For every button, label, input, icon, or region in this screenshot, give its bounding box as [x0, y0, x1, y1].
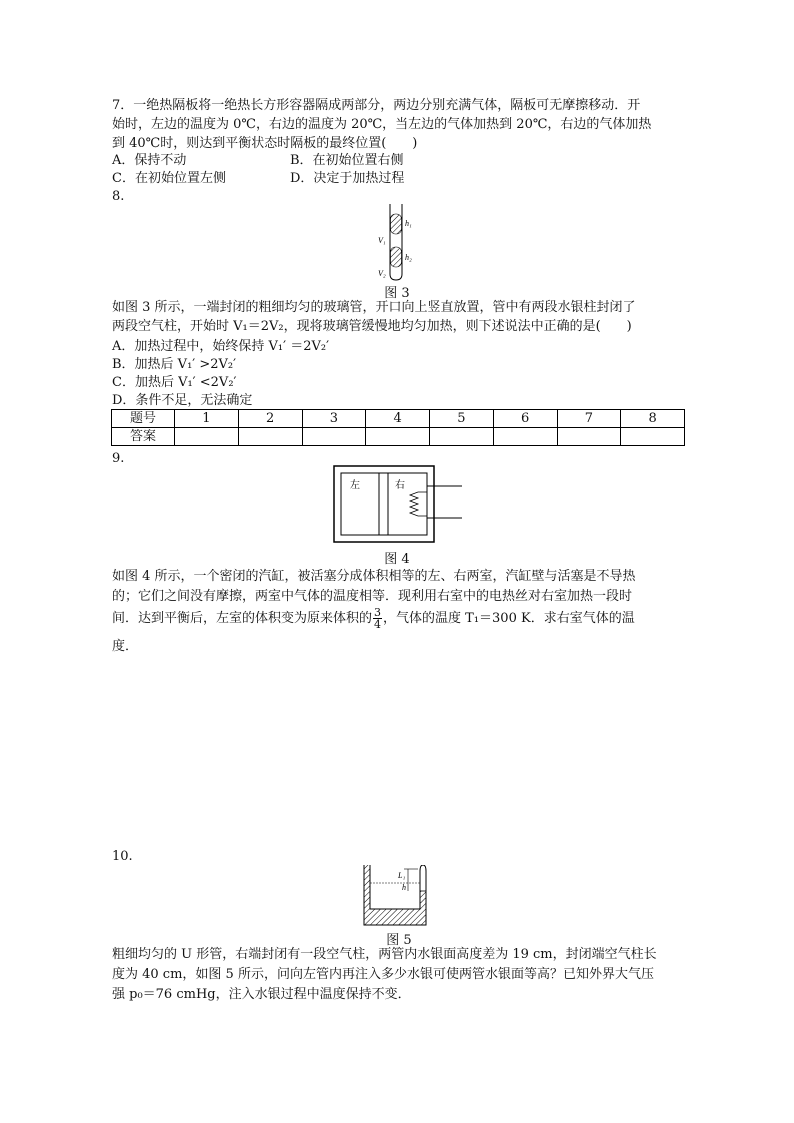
q10-line3: 强 p₀＝76 cmHg，注入水银过程中温度保持不变． — [112, 987, 411, 1002]
fig3-caption: 图 3 — [384, 286, 410, 301]
answer-cell[interactable] — [302, 428, 366, 446]
fig5-caption: 图 5 — [386, 933, 412, 948]
q9-line3-text-end: ，气体的温度 T₁＝300 K．求右室气体的温 — [383, 611, 635, 626]
fig5-h-label: h — [402, 883, 406, 892]
glass-tube-figure — [372, 202, 422, 282]
q9-line3 — [112, 606, 635, 632]
q7-option-b: B．在初始位置右侧 — [290, 153, 404, 168]
cylinder-figure — [332, 464, 464, 544]
q7-option-d: D．决定于加热过程 — [290, 171, 405, 186]
table-cell: 5 — [430, 410, 494, 428]
table-cell: 1 — [175, 410, 239, 428]
table-cell: 3 — [302, 410, 366, 428]
table-row — [112, 428, 685, 446]
q10-number: 10. — [112, 849, 133, 864]
answer-cell[interactable] — [175, 428, 239, 446]
table-cell: 6 — [493, 410, 557, 428]
q7-option-a: A．保持不动 — [112, 153, 187, 168]
answer-cell[interactable] — [557, 428, 621, 446]
table-cell: 2 — [238, 410, 302, 428]
q8-option-a: A．加热过程中，始终保持 V₁′ ＝2V₂′ — [112, 339, 330, 354]
q8-line2: 两段空气柱，开始时 V₁＝2V₂，现将玻璃管缓慢地均匀加热，则下述说法中正确的是( ) — [112, 319, 632, 334]
q9-line2: 的；它们之间没有摩擦，两室中气体的温度相等．现利用右室中的电热丝对右室加热一段时 — [112, 589, 633, 604]
q7-line2: 始时，左边的温度为 0℃，右边的温度为 20℃，当左边的气体加热到 20℃，右边的气体加热 — [112, 117, 652, 132]
q8-line1: 如图 3 所示，一端封闭的粗细均匀的玻璃管，开口向上竖直放置，管中有两段水银柱封闭了 — [112, 300, 636, 315]
answer-cell[interactable] — [430, 428, 494, 446]
answer-cell[interactable] — [621, 428, 685, 446]
q9-number: 9. — [112, 451, 125, 466]
u-tube-figure — [362, 865, 434, 929]
q9-line4: 度． — [112, 639, 139, 654]
answer-cell[interactable] — [493, 428, 557, 446]
table-row — [112, 410, 685, 428]
q8-number: 8. — [112, 189, 125, 204]
table-header-cell: 答案 — [112, 428, 175, 446]
answer-cell[interactable] — [366, 428, 430, 446]
table-cell: 7 — [557, 410, 621, 428]
fig3-v1-label: V₁ — [378, 236, 386, 245]
q9-line3-text: 间．达到平衡后，左室的体积变为原来体积的 — [112, 611, 373, 626]
q8-option-d: D．条件不足，无法确定 — [112, 393, 253, 408]
table-cell: 4 — [366, 410, 430, 428]
q7-option-c: C．在初始位置左侧 — [112, 171, 226, 186]
q7-line3: 到 40℃时，则达到平衡状态时隔板的最终位置( ) — [112, 136, 418, 151]
q10-line1: 粗细均匀的 U 形管，右端封闭有一段空气柱，两管内水银面高度差为 19 cm，封闭端空气柱长 — [112, 947, 657, 962]
fig3-h1-label: h₁ — [405, 219, 412, 228]
fraction — [373, 607, 382, 630]
fraction-numerator: 3 — [374, 606, 382, 619]
table-cell: 8 — [621, 410, 685, 428]
fig3-v2-label: V₂ — [378, 269, 386, 278]
q10-line2: 度为 40 cm，如图 5 所示，问向左管内再注入多少水银可使两管水银面等高？已知外界大气压 — [112, 967, 654, 982]
answer-table — [111, 409, 685, 446]
q8-option-c: C．加热后 V₁′ <2V₂′ — [112, 375, 237, 390]
answer-cell[interactable] — [238, 428, 302, 446]
fraction-denominator: 4 — [374, 618, 382, 631]
fig4-caption: 图 4 — [384, 552, 410, 567]
fig5-l1-label: L₁ — [398, 871, 406, 880]
q7-line1: 7．一绝热隔板将一绝热长方形容器隔成两部分，两边分别充满气体，隔板可无摩擦移动．开 — [112, 98, 641, 113]
fig3-h2-label: h₂ — [405, 253, 412, 262]
table-header-cell: 题号 — [112, 410, 175, 428]
q8-option-b: B．加热后 V₁′ >2V₂′ — [112, 357, 237, 372]
fig4-right-label: 右 — [395, 480, 405, 491]
q9-line1: 如图 4 所示，一个密闭的汽缸，被活塞分成体积相等的左、右两室，汽缸壁与活塞是不导热 — [112, 569, 636, 584]
fig4-left-label: 左 — [350, 480, 360, 491]
